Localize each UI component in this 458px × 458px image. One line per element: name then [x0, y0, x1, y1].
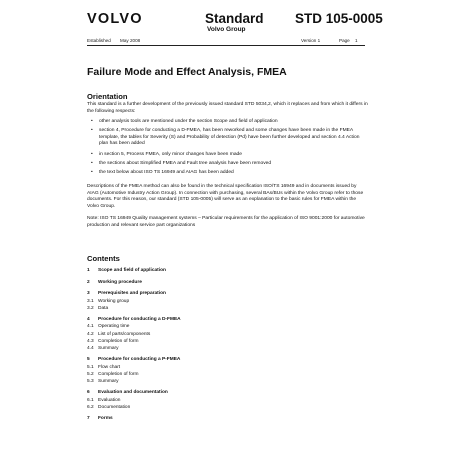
list-item: • the sections about Simplified FMEA and Fault tree analysis have been removed [91, 161, 272, 166]
bullet-icon: • [91, 170, 93, 175]
list-item: • other analysis tools are mentioned under the section Scope and field of application [91, 119, 278, 124]
toc-number: 3.1 [87, 298, 94, 304]
toc-entry: Procedure for conducting a D-FMEA [98, 317, 181, 323]
list-item: • the text below about ISO TS 16949 and AIAG has been added [91, 170, 234, 175]
established-label: Established [87, 38, 111, 43]
header-subtitle: Volvo Group [207, 26, 246, 33]
toc-number: 4.4 [87, 345, 94, 351]
toc-number: 4 [87, 317, 90, 323]
toc-number: 5.2 [87, 371, 94, 377]
toc-number: 4.3 [87, 338, 94, 344]
toc-number: 5.3 [87, 378, 94, 384]
bullet-icon: • [91, 119, 93, 124]
toc-entry: Working group [98, 298, 130, 304]
header-divider [87, 45, 365, 46]
version-label: Version 1 [301, 38, 321, 43]
toc-entry: Summary [98, 345, 119, 351]
toc-number: 5 [87, 357, 90, 363]
orientation-paragraph: Descriptions of the FMEA method can also be found in the technical specification ISO/TS 16949 and in documents issued by AIAG (Automotive Industry Action Group). In connection with purchasing, several BAs/BUs within the Volvo Group refer to those documents. For this reason, our standard (STD 105-0005) will serve as an explanation to the basic rules for FMEA within the Volvo Group. [87, 184, 364, 209]
document-title: Failure Mode and Effect Analysis, FMEA [87, 66, 287, 78]
contents-heading: Contents [87, 254, 120, 263]
toc-entry: Scope and field of application [98, 268, 166, 273]
toc-entry: Operating time [98, 324, 130, 330]
toc-number: 1 [87, 268, 90, 273]
toc-entry: Documentation [98, 404, 131, 410]
established-date: May 2008 [120, 38, 141, 43]
toc-number: 5.1 [87, 364, 94, 370]
toc-entry: List of parts/components [98, 331, 151, 337]
header-title: Standard [205, 11, 264, 26]
list-item: • section 4, Procedure for conducting a D-FMEA, has been reworked and some changes have been made in the FMEA template, the tables for Severity (S) and Probability of detection (Pd) have been further developed and section 4.4 Action plan has been added [91, 128, 360, 147]
toc-number: 6.2 [87, 404, 94, 410]
volvo-logo: VOLVO [87, 11, 143, 27]
page-label: Page [339, 38, 350, 43]
toc-entry: Flow chart [98, 364, 121, 370]
toc-number: 3.2 [87, 305, 94, 311]
toc-entry: Forms [98, 416, 113, 422]
list-item: • in section 5, Process FMEA, only minor changes have been made [91, 152, 242, 157]
standard-number: STD 105-0005 [295, 11, 383, 26]
orientation-intro: This standard is a further development of the previously issued standard STD 5034,2, which it replaces and from which it differs in the following respects: [87, 102, 368, 114]
toc-number: 4.1 [87, 324, 94, 330]
toc-number: 6.1 [87, 397, 94, 403]
orientation-note: Note: ISO TS 16949 Quality management systems – Particular requirements for the application of ISO 9001:2000 for automotive production and relevant service part organizations [87, 216, 365, 228]
bullet-icon: • [91, 161, 93, 166]
bullet-icon: • [91, 152, 93, 157]
toc-entry: Completion of form [98, 371, 139, 377]
toc-entry: Completion of form [98, 338, 139, 344]
page-number: 1 [355, 38, 358, 43]
toc-number: 2 [87, 279, 90, 285]
toc-number: 6 [87, 390, 90, 396]
orientation-heading: Orientation [87, 92, 128, 101]
toc-entry: Evaluation [98, 397, 121, 403]
toc-number: 7 [87, 416, 90, 422]
toc-entry: Summary [98, 378, 119, 384]
toc-number: 4.2 [87, 331, 94, 337]
toc-entry: Working procedure [98, 279, 142, 285]
toc-entry: Evaluation and documentation [98, 390, 168, 396]
bullet-icon: • [91, 128, 93, 133]
toc-entry: Procedure for conducting a P-FMEA [98, 357, 181, 363]
toc-entry: Data [98, 305, 109, 311]
toc-entry: Prerequisites and preparation [98, 291, 166, 297]
toc-number: 3 [87, 291, 90, 297]
